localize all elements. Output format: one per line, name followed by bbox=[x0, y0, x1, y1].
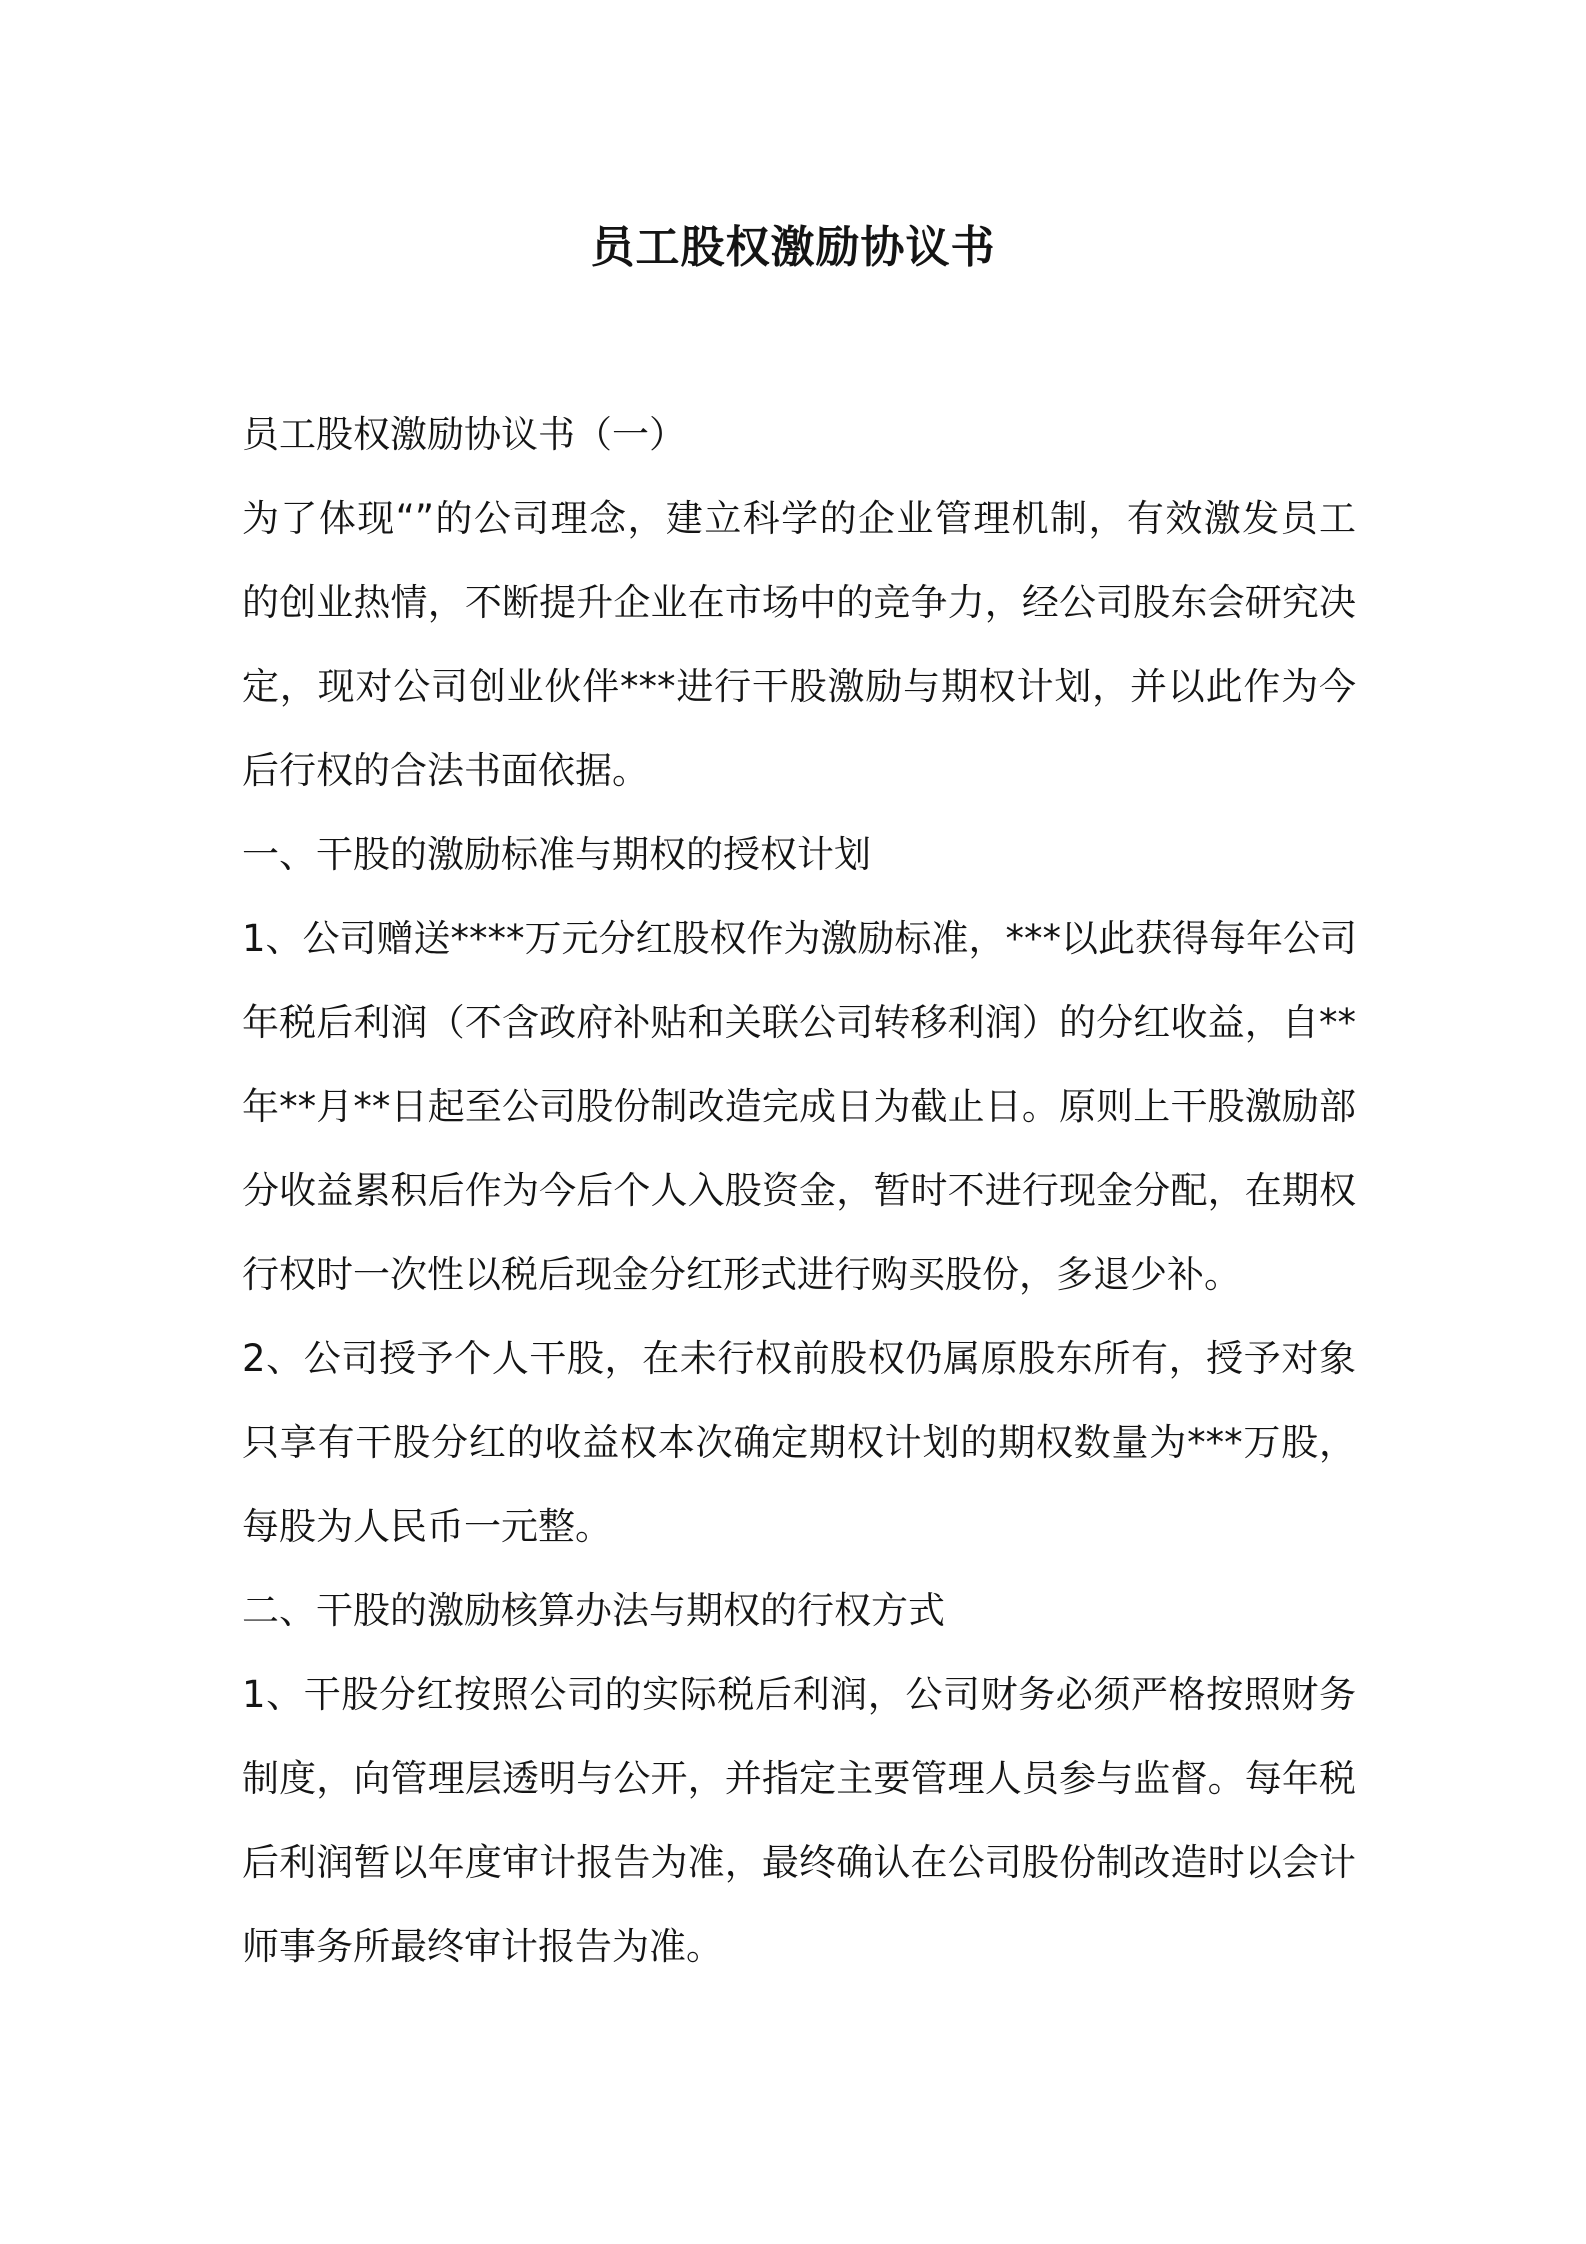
paragraph-line: 只享有干股分红的收益权本次确定期权计划的期权数量为***万股， bbox=[242, 1421, 1356, 1464]
paragraph-intro bbox=[242, 477, 1356, 813]
paragraph-line: 制度，向管理层透明与公开，并指定主要管理人员参与监督。每年税 bbox=[242, 1757, 1356, 1800]
paragraph-line: 年**月**日起至公司股份制改造完成日为截止日。原则上干股激励部 bbox=[242, 1085, 1356, 1128]
paragraph-section1-item2 bbox=[242, 1317, 1356, 1569]
paragraph-line: 2、公司授予个人干股，在未行权前股权仍属原股东所有，授予对象 bbox=[242, 1337, 1356, 1380]
document-body bbox=[242, 393, 1356, 1989]
paragraph-line: 师事务所最终审计报告为准。 bbox=[242, 1925, 723, 1968]
section-heading-1: 一、干股的激励标准与期权的授权计划 bbox=[242, 833, 871, 876]
paragraph-line: 1、干股分红按照公司的实际税后利润，公司财务必须严格按照财务 bbox=[242, 1673, 1356, 1716]
paragraph-line: 行权时一次性以税后现金分红形式进行购买股份，多退少补。 bbox=[242, 1253, 1241, 1296]
paragraph-line: 的创业热情，不断提升企业在市场中的竞争力，经公司股东会研究决 bbox=[242, 581, 1356, 624]
paragraph-line: 为了体现“”的公司理念，建立科学的企业管理机制，有效激发员工 bbox=[242, 497, 1356, 540]
document-subtitle: 员工股权激励协议书（一） bbox=[242, 413, 686, 456]
paragraph-line: 年税后利润（不含政府补贴和关联公司转移利润）的分红收益，自** bbox=[242, 1001, 1356, 1044]
paragraph-section2-item1 bbox=[242, 1653, 1356, 1989]
paragraph-line: 1、公司赠送****万元分红股权作为激励标准，***以此获得每年公司 bbox=[242, 917, 1358, 960]
paragraph-line: 后利润暂以年度审计报告为准，最终确认在公司股份制改造时以会计 bbox=[242, 1841, 1356, 1884]
paragraph-line: 后行权的合法书面依据。 bbox=[242, 749, 649, 792]
paragraph-line: 分收益累积后作为今后个人入股资金，暂时不进行现金分配，在期权 bbox=[242, 1169, 1356, 1212]
section-heading-2: 二、干股的激励核算办法与期权的行权方式 bbox=[242, 1589, 945, 1632]
paragraph-line: 定，现对公司创业伙伴***进行干股激励与期权计划，并以此作为今 bbox=[242, 665, 1356, 708]
paragraph-line: 每股为人民币一元整。 bbox=[242, 1505, 612, 1548]
document-title: 员工股权激励协议书 bbox=[590, 222, 996, 273]
paragraph-section1-item1 bbox=[242, 897, 1356, 1317]
